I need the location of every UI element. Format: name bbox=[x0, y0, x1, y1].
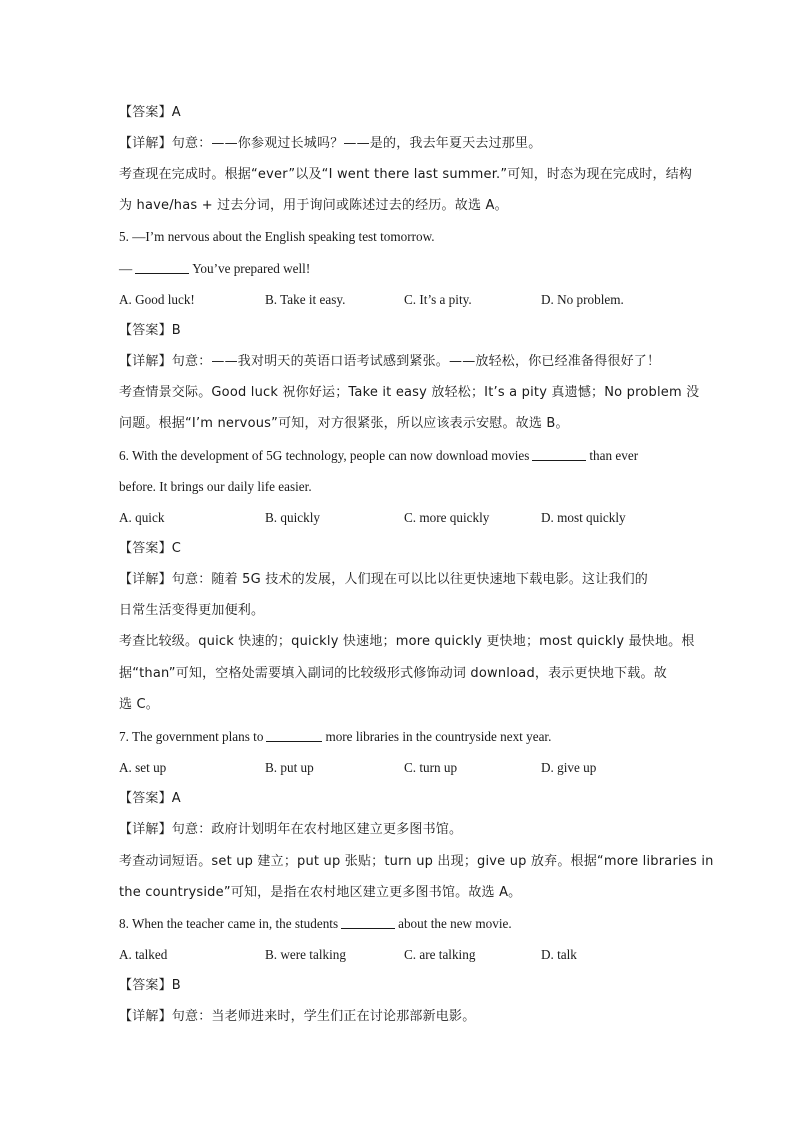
explanation-6-meaning-1: 【详解】句意：随着 5G 技术的发展，人们现在可以比以往更快速地下载电影。这让我们的 bbox=[119, 572, 649, 587]
option-c: C. are talking bbox=[404, 947, 476, 962]
option-d: D. No problem. bbox=[541, 292, 624, 307]
option-d: D. talk bbox=[541, 947, 577, 962]
explanation-6-detail-1: 考查比较级。quick 快速的；quickly 快速地；more quickly 更快地；most quickly 最快地。根 bbox=[119, 634, 695, 649]
question-text: 6. With the development of 5G technology, people can now download movies bbox=[119, 448, 530, 463]
option-d: D. give up bbox=[541, 760, 597, 775]
question-7 bbox=[119, 728, 679, 746]
option-d: D. most quickly bbox=[541, 510, 626, 525]
explanation-6-meaning-2: 日常生活变得更加便利。 bbox=[119, 603, 265, 618]
answer-8: 【答案】B bbox=[119, 978, 181, 993]
option-b: B. Take it easy. bbox=[265, 292, 346, 307]
explanation-7-detail-2: the countryside”可知，是指在农村地区建立更多图书馆。故选 A。 bbox=[119, 885, 522, 900]
option-b: B. put up bbox=[265, 760, 314, 775]
answer-4: 【答案】A bbox=[119, 105, 181, 120]
explanation-4-detail-1: 考查现在完成时。根据“ever”以及“I went there last summer.”可知，时态为现在完成时，结构 bbox=[119, 167, 693, 182]
answer-blank bbox=[266, 729, 322, 742]
explanation-5-detail-1: 考查情景交际。Good luck 祝你好运；Take it easy 放轻松；It’s a pity 真遗憾；No problem 没 bbox=[119, 385, 700, 400]
answer-blank bbox=[532, 448, 586, 461]
answer-blank bbox=[135, 261, 189, 274]
explanation-6-detail-3: 选 C。 bbox=[119, 697, 160, 712]
option-c: C. more quickly bbox=[404, 510, 490, 525]
option-b: B. quickly bbox=[265, 510, 320, 525]
option-a: A. quick bbox=[119, 510, 165, 525]
reply-text: You’ve prepared well! bbox=[192, 261, 311, 276]
explanation-8-meaning: 【详解】句意：当老师进来时，学生们正在讨论那部新电影。 bbox=[119, 1009, 476, 1024]
question-5-reply bbox=[119, 260, 679, 278]
question-text: 7. The government plans to bbox=[119, 729, 264, 744]
explanation-4-meaning: 【详解】句意：——你参观过长城吗？——是的，我去年夏天去过那里。 bbox=[119, 136, 542, 151]
option-a: A. set up bbox=[119, 760, 167, 775]
answer-6: 【答案】C bbox=[119, 541, 182, 556]
question-6-line-2: before. It brings our daily life easier. bbox=[119, 479, 312, 494]
explanation-5-detail-2: 问题。根据“I’m nervous”可知，对方很紧张，所以应该表示安慰。故选 B。 bbox=[119, 416, 569, 431]
question-6-line-1 bbox=[119, 447, 679, 465]
question-5-prompt: 5. —I’m nervous about the English speaking test tomorrow. bbox=[119, 229, 435, 244]
option-a: A. talked bbox=[119, 947, 168, 962]
explanation-6-detail-2: 据“than”可知，空格处需要填入副词的比较级形式修饰动词 download，表示更快地下载。故 bbox=[119, 666, 667, 681]
option-c: C. turn up bbox=[404, 760, 458, 775]
answer-5: 【答案】B bbox=[119, 323, 181, 338]
answer-7: 【答案】A bbox=[119, 791, 181, 806]
answer-blank bbox=[341, 916, 395, 929]
option-b: B. were talking bbox=[265, 947, 346, 962]
explanation-7-detail-1: 考查动词短语。set up 建立；put up 张贴；turn up 出现；give up 放弃。根据“more libraries in bbox=[119, 854, 714, 869]
option-a: A. Good luck! bbox=[119, 292, 195, 307]
explanation-4-detail-2: 为 have/has + 过去分词，用于询问或陈述过去的经历。故选 A。 bbox=[119, 198, 508, 213]
question-text-end: about the new movie. bbox=[398, 916, 512, 931]
explanation-5-meaning: 【详解】句意：——我对明天的英语口语考试感到紧张。——放轻松，你已经准备得很好了！ bbox=[119, 354, 661, 369]
question-text: 8. When the teacher came in, the students bbox=[119, 916, 339, 931]
explanation-7-meaning: 【详解】句意：政府计划明年在农村地区建立更多图书馆。 bbox=[119, 822, 463, 837]
option-c: C. It’s a pity. bbox=[404, 292, 472, 307]
dash: — bbox=[119, 261, 133, 276]
question-8 bbox=[119, 915, 679, 933]
question-text-end: than ever bbox=[589, 448, 639, 463]
question-text-end: more libraries in the countryside next year. bbox=[325, 729, 552, 744]
